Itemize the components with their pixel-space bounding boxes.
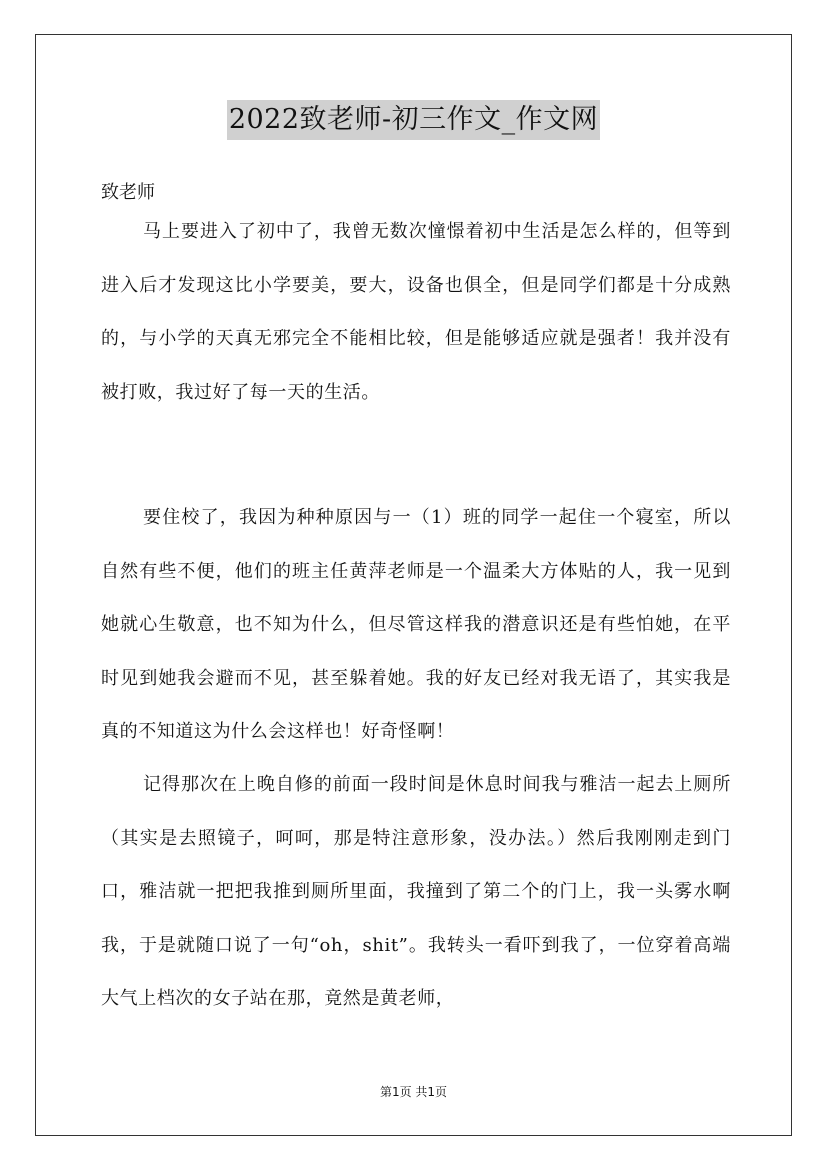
paragraph-3: 记得那次在上晚自修的前面一段时间是休息时间我与雅洁一起去上厕所（其实是去照镜子，呵呵，那是特注意形象，没办法。）然后我刚刚走到门口，雅洁就一把把我推到厕所里面，我撞到了第二个的门上，我一头雾水啊我，于是就随口说了一句“oh，shit”。我转头一看吓到我了，一位穿着高端大气上档次的女子站在那，竟然是黄老师， — [101, 774, 731, 1009]
salutation: 致老师 — [101, 182, 155, 203]
document-title: 2022致老师-初三作文_作文网 — [227, 100, 600, 140]
title-container — [0, 100, 827, 140]
paragraph-1: 马上要进入了初中了，我曾无数次憧憬着初中生活是怎么样的，但等到进入后才发现这比小学要美，要大，设备也俱全，但是同学们都是十分成熟的，与小学的天真无邪完全不能相比较，但是能够适应就是强者！我并没有被打败，我过好了每一天的生活。 — [101, 221, 731, 403]
paragraph-2: 要住校了，我因为种种原因与一（1）班的同学一起住一个寝室，所以自然有些不便，他们的班主任黄萍老师是一个温柔大方体贴的人，我一见到她就心生敬意，也不知为什么，但尽管这样我的潜意识还是有些怕她，在平时见到她我会避而不见，甚至躲着她。我的好友已经对我无语了，其实我是真的不知道这为什么会这样也！好奇怪啊！ — [101, 507, 731, 742]
page-footer: 第1页 共1页 — [379, 1085, 448, 1099]
